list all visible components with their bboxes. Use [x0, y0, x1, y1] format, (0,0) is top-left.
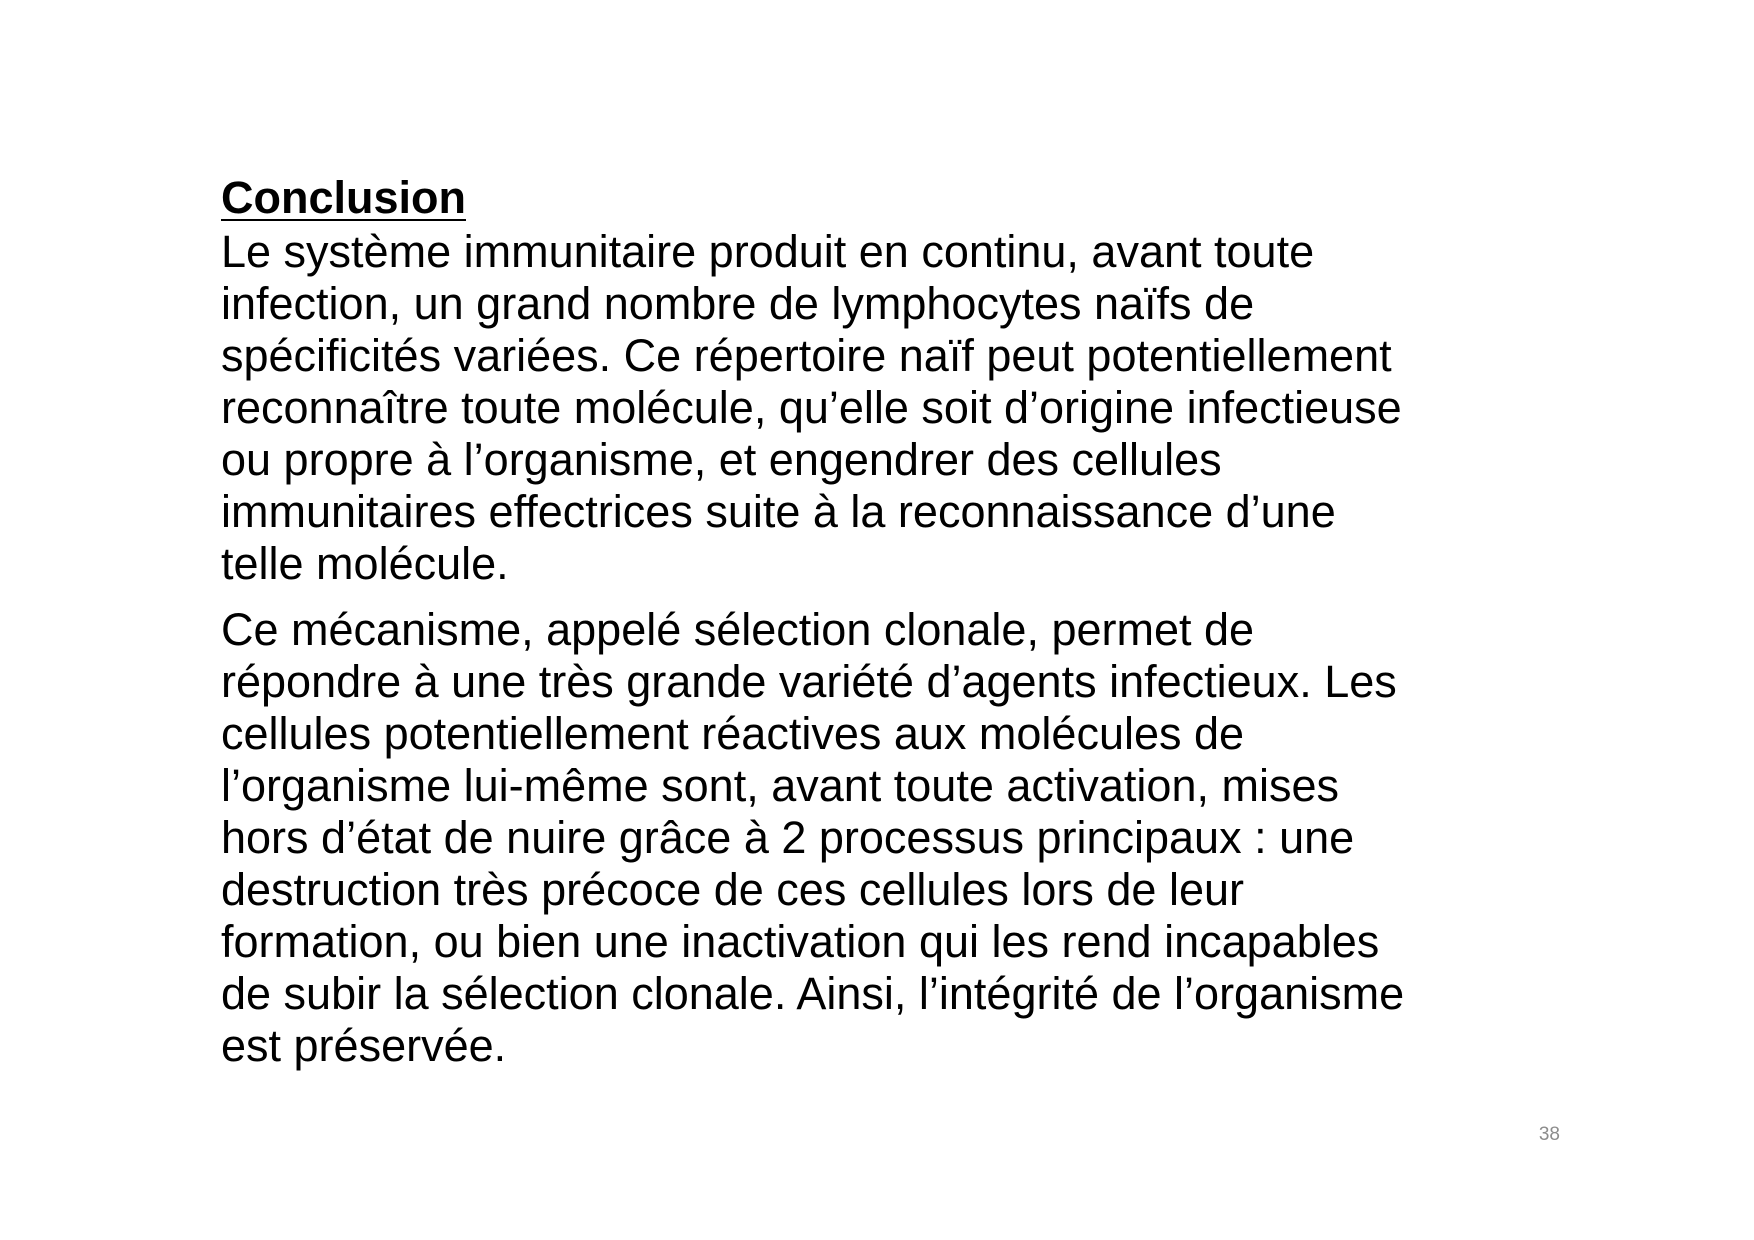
paragraph-line: formation, ou bien une inactivation qui les rend incapables: [221, 916, 1380, 967]
paragraph-1: [221, 226, 1561, 590]
paragraph-line: spécificités variées. Ce répertoire naïf peut potentiellement: [221, 330, 1392, 381]
paragraph-line: est préservée.: [221, 1020, 507, 1071]
page-number: 38: [1538, 1124, 1560, 1145]
paragraph-line: reconnaître toute molécule, qu’elle soit d’origine infectieuse: [221, 382, 1402, 433]
paragraph-line: ou propre à l’organisme, et engendrer des cellules: [221, 434, 1222, 485]
paragraph-line: l’organisme lui-même sont, avant toute activation, mises: [221, 760, 1339, 811]
paragraph-2: [221, 604, 1561, 1072]
paragraph-line: telle molécule.: [221, 538, 509, 589]
paragraph-line: de subir la sélection clonale. Ainsi, l’intégrité de l’organisme: [221, 968, 1405, 1019]
slide-heading: Conclusion: [221, 172, 466, 223]
paragraph-line: hors d’état de nuire grâce à 2 processus principaux : une: [221, 812, 1355, 863]
paragraph-line: cellules potentiellement réactives aux molécules de: [221, 708, 1245, 759]
paragraph-line: répondre à une très grande variété d’agents infectieux. Les: [221, 656, 1397, 707]
paragraph-line: Ce mécanisme, appelé sélection clonale, permet de: [221, 604, 1255, 655]
paragraph-line: Le système immunitaire produit en continu, avant toute: [221, 226, 1315, 277]
paragraph-line: infection, un grand nombre de lymphocytes naïfs de: [221, 278, 1255, 329]
paragraph-line: immunitaires effectrices suite à la reconnaissance d’une: [221, 486, 1336, 537]
slide-content: [221, 172, 1561, 1072]
paragraph-line: destruction très précoce de ces cellules lors de leur: [221, 864, 1245, 915]
